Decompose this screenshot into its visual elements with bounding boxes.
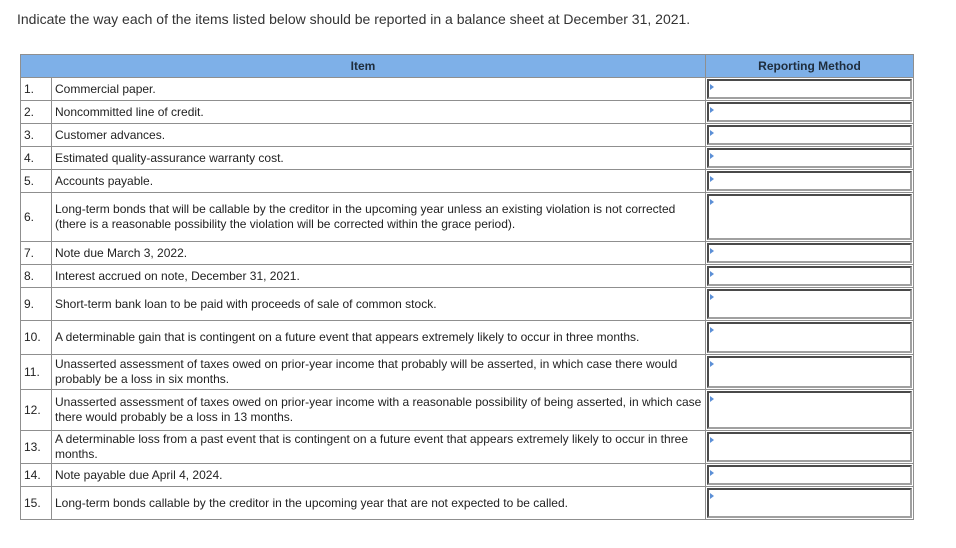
item-description: Customer advances. <box>52 124 706 147</box>
dropdown-caret-icon <box>710 493 714 499</box>
reporting-method-cell <box>706 431 914 464</box>
dropdown-caret-icon <box>710 327 714 333</box>
reporting-method-cell <box>706 288 914 321</box>
instructions-text: Indicate the way each of the items listed below should be reported in a balance sheet at December 31, 2021. <box>17 11 691 27</box>
table-row <box>21 147 914 170</box>
dropdown-caret-icon <box>710 294 714 300</box>
row-number: 11. <box>21 355 52 390</box>
reporting-method-cell <box>706 464 914 487</box>
row-number: 4. <box>21 147 52 170</box>
table-row <box>21 390 914 431</box>
table-row <box>21 170 914 193</box>
reporting-method-dropdown[interactable] <box>707 289 912 319</box>
dropdown-caret-icon <box>710 107 714 113</box>
item-description: Unasserted assessment of taxes owed on prior-year income that probably will be asserted, in which case there would probably be a loss in six months. <box>52 355 706 390</box>
reporting-method-cell <box>706 124 914 147</box>
reporting-method-dropdown[interactable] <box>707 465 912 485</box>
row-number: 14. <box>21 464 52 487</box>
row-number: 8. <box>21 265 52 288</box>
row-number: 7. <box>21 242 52 265</box>
table-row <box>21 242 914 265</box>
row-number: 12. <box>21 390 52 431</box>
item-description: Note payable due April 4, 2024. <box>52 464 706 487</box>
reporting-method-dropdown[interactable] <box>707 102 912 122</box>
reporting-method-dropdown[interactable] <box>707 266 912 286</box>
table-header-row <box>21 55 914 78</box>
reporting-method-dropdown[interactable] <box>707 243 912 263</box>
table-row <box>21 265 914 288</box>
table-row <box>21 355 914 390</box>
table-body <box>21 78 914 520</box>
table-row <box>21 193 914 242</box>
reporting-method-dropdown[interactable] <box>707 356 912 388</box>
table-row <box>21 78 914 101</box>
table-row <box>21 288 914 321</box>
item-description: Short-term bank loan to be paid with proceeds of sale of common stock. <box>52 288 706 321</box>
reporting-method-cell <box>706 170 914 193</box>
reporting-method-cell <box>706 390 914 431</box>
reporting-method-cell <box>706 193 914 242</box>
row-number: 15. <box>21 487 52 520</box>
row-number: 9. <box>21 288 52 321</box>
reporting-method-dropdown[interactable] <box>707 391 912 429</box>
table-row <box>21 431 914 464</box>
items-table <box>20 54 914 520</box>
item-description: Long-term bonds callable by the creditor in the upcoming year that are not expected to be called. <box>52 487 706 520</box>
row-number: 10. <box>21 321 52 355</box>
row-number: 6. <box>21 193 52 242</box>
dropdown-caret-icon <box>710 437 714 443</box>
reporting-method-dropdown[interactable] <box>707 432 912 462</box>
dropdown-caret-icon <box>710 248 714 254</box>
row-number: 5. <box>21 170 52 193</box>
dropdown-caret-icon <box>710 396 714 402</box>
dropdown-caret-icon <box>710 470 714 476</box>
item-description: Note due March 3, 2022. <box>52 242 706 265</box>
reporting-method-column-header: Reporting Method <box>706 55 914 78</box>
dropdown-caret-icon <box>710 199 714 205</box>
reporting-method-dropdown[interactable] <box>707 488 912 518</box>
reporting-method-cell <box>706 78 914 101</box>
item-column-header: Item <box>21 55 706 78</box>
dropdown-caret-icon <box>710 153 714 159</box>
table-row <box>21 487 914 520</box>
row-number: 2. <box>21 101 52 124</box>
row-number: 3. <box>21 124 52 147</box>
item-description: A determinable loss from a past event that is contingent on a future event that appears extremely likely to occur in three months. <box>52 431 706 464</box>
row-number: 1. <box>21 78 52 101</box>
reporting-method-cell <box>706 101 914 124</box>
table-row <box>21 464 914 487</box>
reporting-method-dropdown[interactable] <box>707 171 912 191</box>
item-description: Unasserted assessment of taxes owed on prior-year income with a reasonable possibility of being asserted, in which case there would probably be a loss in 13 months. <box>52 390 706 431</box>
item-description: Long-term bonds that will be callable by the creditor in the upcoming year unless an existing violation is not corrected (there is a reasonable possibility the violation will be corrected within the grace period). <box>52 193 706 242</box>
reporting-method-dropdown[interactable] <box>707 79 912 99</box>
item-description: A determinable gain that is contingent on a future event that appears extremely likely to occur in three months. <box>52 321 706 355</box>
reporting-method-dropdown[interactable] <box>707 125 912 145</box>
reporting-method-cell <box>706 265 914 288</box>
reporting-method-dropdown[interactable] <box>707 148 912 168</box>
reporting-method-cell <box>706 321 914 355</box>
reporting-method-dropdown[interactable] <box>707 194 912 240</box>
item-description: Estimated quality-assurance warranty cost. <box>52 147 706 170</box>
reporting-method-cell <box>706 487 914 520</box>
dropdown-caret-icon <box>710 271 714 277</box>
dropdown-caret-icon <box>710 176 714 182</box>
dropdown-caret-icon <box>710 361 714 367</box>
item-description: Interest accrued on note, December 31, 2021. <box>52 265 706 288</box>
reporting-method-cell <box>706 355 914 390</box>
reporting-method-cell <box>706 147 914 170</box>
row-number: 13. <box>21 431 52 464</box>
table-row <box>21 321 914 355</box>
table-row <box>21 124 914 147</box>
reporting-method-cell <box>706 242 914 265</box>
item-description: Accounts payable. <box>52 170 706 193</box>
table-row <box>21 101 914 124</box>
reporting-method-dropdown[interactable] <box>707 322 912 353</box>
item-description: Noncommitted line of credit. <box>52 101 706 124</box>
dropdown-caret-icon <box>710 84 714 90</box>
dropdown-caret-icon <box>710 130 714 136</box>
item-description: Commercial paper. <box>52 78 706 101</box>
